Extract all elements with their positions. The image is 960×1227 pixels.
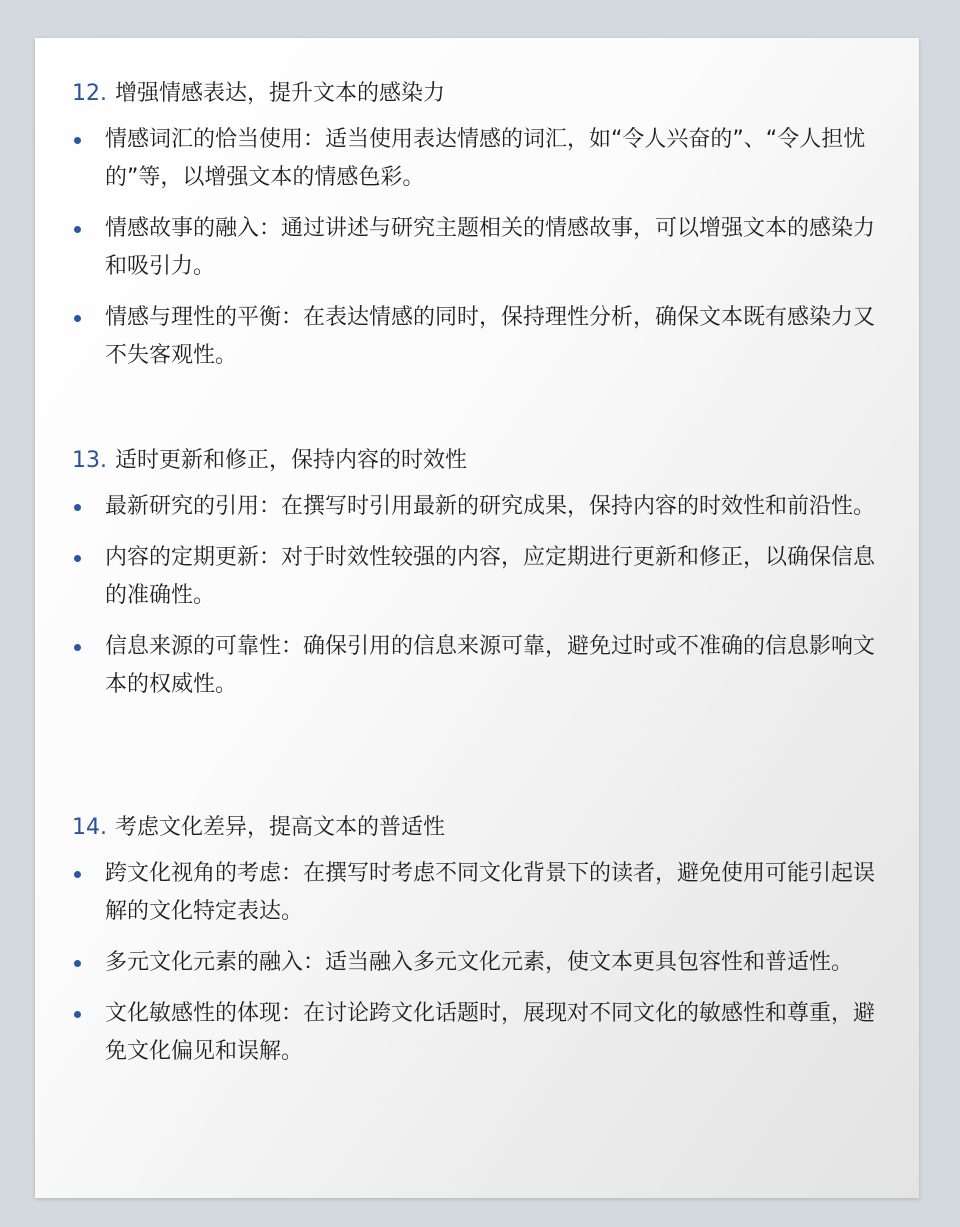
item-text: 多元文化元素的融入：适当融入多元文化元素，使文本更具包容性和普适性。 [105,950,854,975]
item-text: 跨文化视角的考虑：在撰写时考虑不同文化背景下的读者，避免使用可能引起误解的文化特定表达。 [105,861,876,924]
bullet-list [72,488,883,704]
bullet-list [72,121,883,375]
list-item [72,539,883,615]
list-item [72,995,883,1071]
bullet-dot-icon [74,555,81,562]
bullet-dot-icon [74,315,81,322]
bullet-dot-icon [74,137,81,144]
list-item [72,855,883,931]
section-title: 增强情感表达，提升文本的感染力 [115,81,446,106]
list-item [72,488,883,526]
bullet-dot-icon [74,504,81,511]
list-item [72,121,883,197]
item-text: 情感与理性的平衡：在表达情感的同时，保持理性分析，确保文本既有感染力又不失客观性。 [105,305,876,368]
item-text: 最新研究的引用：在撰写时引用最新的研究成果，保持内容的时效性和前沿性。 [105,494,876,519]
item-text: 信息来源的可靠性：确保引用的信息来源可靠，避免过时或不准确的信息影响文本的权威性。 [105,634,876,697]
item-text: 内容的定期更新：对于时效性较强的内容，应定期进行更新和修正，以确保信息的准确性。 [105,545,876,608]
section-14 [72,814,883,1084]
item-text: 情感词汇的恰当使用：适当使用表达情感的词汇，如“令人兴奋的”、“令人担忧的”等，以增强文本的情感色彩。 [105,127,866,190]
bullet-list [72,855,883,1071]
bullet-dot-icon [74,226,81,233]
bullet-dot-icon [74,1011,81,1018]
item-text: 情感故事的融入：通过讲述与研究主题相关的情感故事，可以增强文本的感染力和吸引力。 [105,216,876,279]
item-text: 文化敏感性的体现：在讨论跨文化话题时，展现对不同文化的敏感性和尊重，避免文化偏见和误解。 [105,1001,876,1064]
section-13 [72,447,883,717]
section-heading [72,80,883,108]
list-item [72,210,883,286]
list-item [72,628,883,704]
section-title: 适时更新和修正，保持内容的时效性 [115,448,468,473]
bullet-dot-icon [74,644,81,651]
bullet-dot-icon [74,960,81,967]
section-title: 考虑文化差异，提高文本的普适性 [115,815,446,840]
section-heading [72,447,883,475]
document-card [35,38,919,1198]
section-number: 13. [72,448,107,473]
section-12 [72,80,883,388]
list-item [72,299,883,375]
list-item [72,944,883,982]
section-number: 14. [72,815,107,840]
bullet-dot-icon [74,871,81,878]
section-number: 12. [72,81,107,106]
section-heading [72,814,883,842]
